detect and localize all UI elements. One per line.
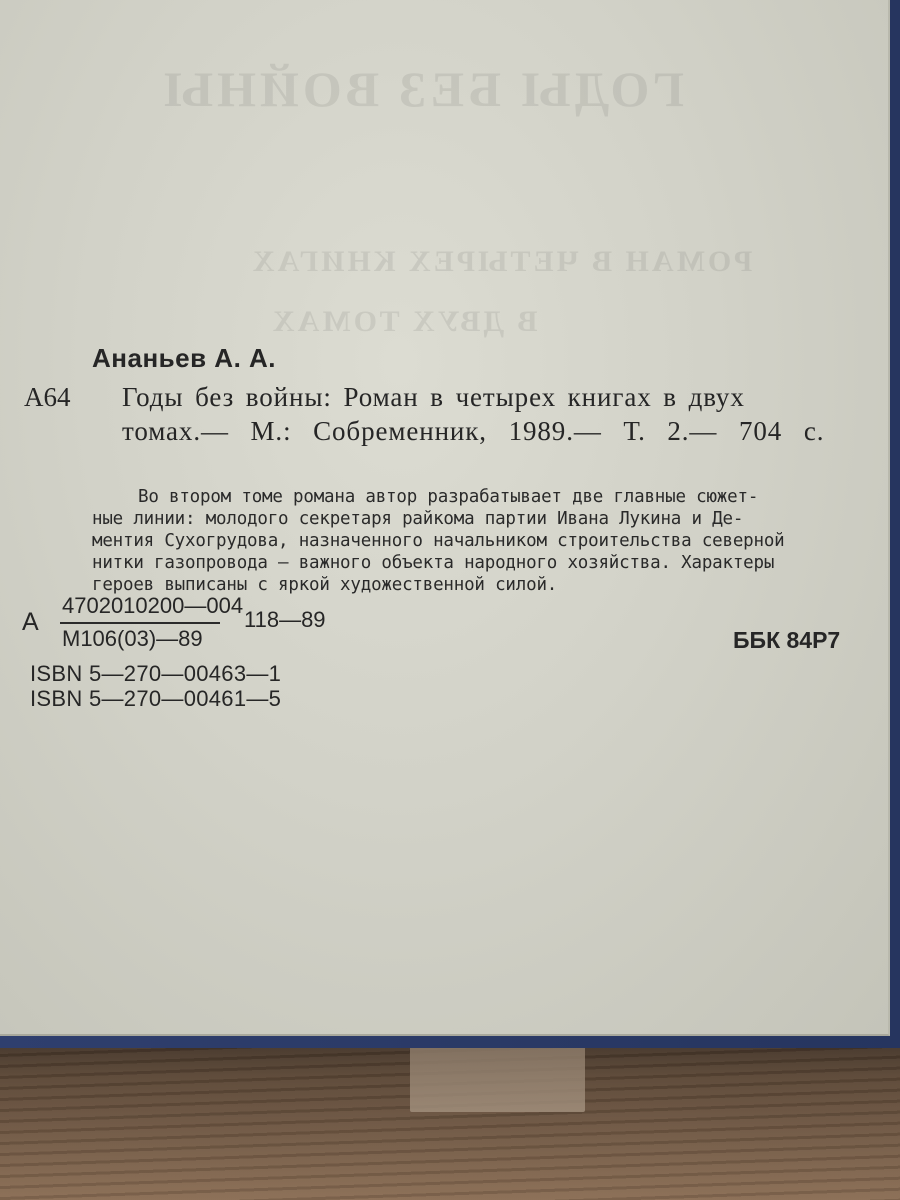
- title-line-1: Годы без войны: Роман в четырех книгах в двух: [122, 382, 745, 412]
- fraction-numerator: 4702010200—004: [62, 593, 244, 618]
- fraction-bar: [60, 622, 220, 624]
- author-name: Ананьев А. А.: [92, 343, 277, 373]
- show-through-text: В ДВУХ ТОМАХ: [270, 305, 538, 338]
- bookmark-strip: [410, 1040, 585, 1112]
- index-code: А64: [24, 382, 71, 412]
- annotation-line: нитки газопровода — важного объекта народного хозяйства. Характеры: [92, 553, 775, 573]
- isbn-1: ISBN 5—270—00463—1: [30, 661, 282, 686]
- annotation-line: ментия Сухогрудова, назначенного начальником строительства северной: [92, 531, 785, 551]
- bbk-code: ББК 84Р7: [733, 627, 841, 653]
- annotation-line: Во втором томе романа автор разрабатывает две главные сюжет-: [138, 487, 759, 507]
- show-through-text: РОМАН В ЧЕТЫРЕХ КНИГАХ: [250, 245, 753, 278]
- annotation-line: героев выписаны с яркой художественной силой.: [92, 575, 558, 595]
- fraction-letter: А: [22, 608, 39, 636]
- fraction-denominator: М106(03)—89: [62, 626, 203, 651]
- isbn-2: ISBN 5—270—00461—5: [30, 686, 282, 711]
- show-through-text: ГОДЫ БЕЗ ВОЙНЫ: [160, 61, 684, 117]
- title-line-2: томах.— М.: Собременник, 1989.— Т. 2.— 704 с.: [122, 416, 825, 446]
- annotation-line: ные линии: молодого секретаря райкома партии Ивана Лукина и Де-: [92, 509, 744, 529]
- annotation: [92, 486, 862, 596]
- order-number: 118—89: [244, 607, 326, 632]
